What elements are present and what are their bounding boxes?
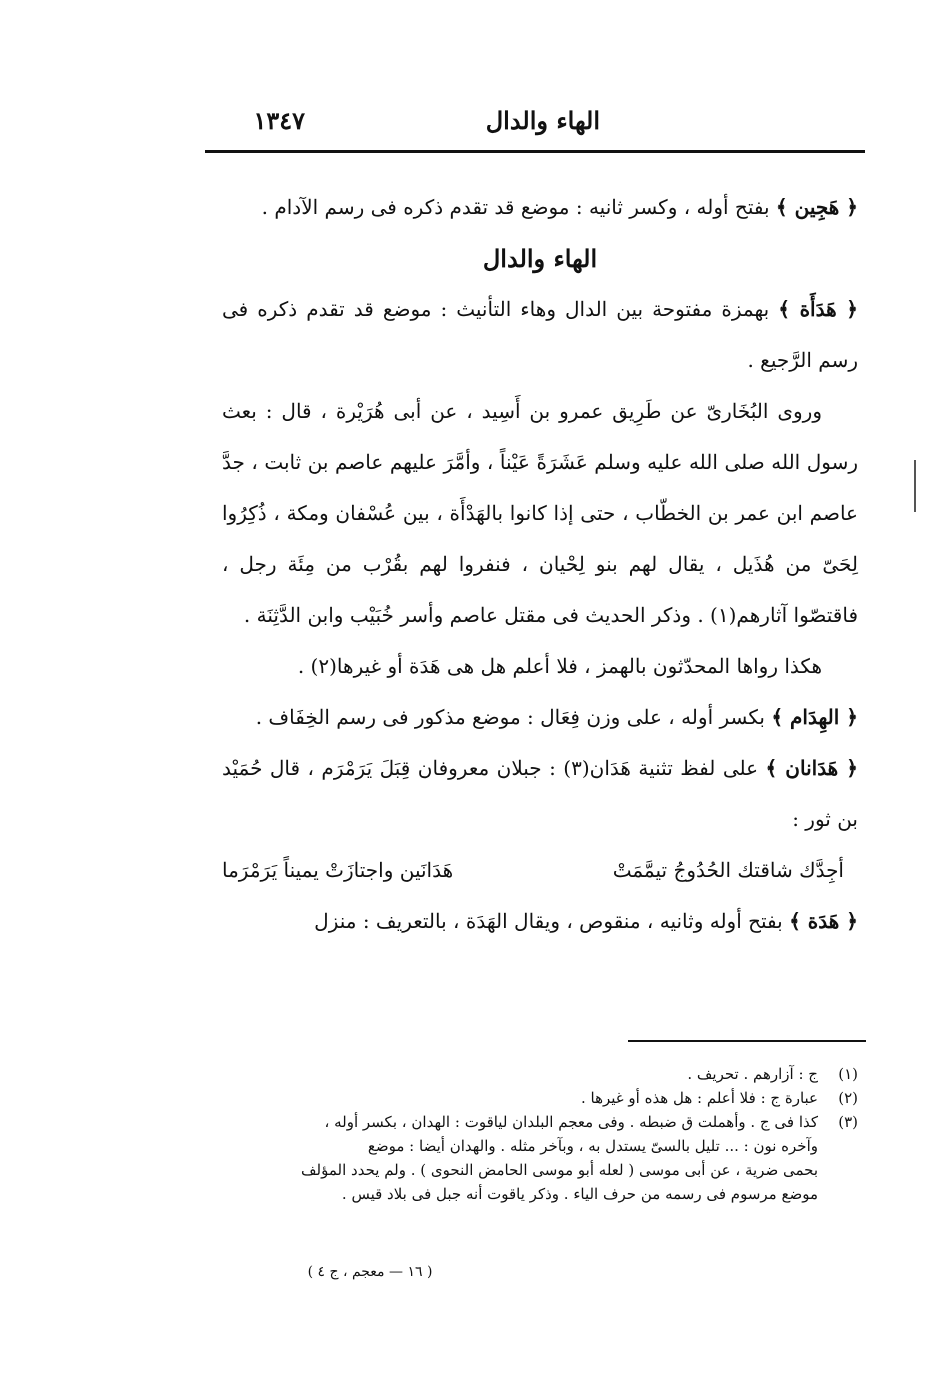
entry-hajin-text: بفتح أوله ، وكسر ثانيه : موضع قد تقدم ذكره فى رسم الآدام .: [261, 195, 776, 219]
bukhari-paragraph: وروى البُخَارىّ عن طَرِيق عمرو بن أَسِيد ، عن أبى هُرَيْرة ، قال : بعث رسول الله صلى الله عليه وسلم عَشَرَةً عَيْناً ، وأمَّرَ عليهم عاصم بن ثابت ، جدَّ عاصم ابن عمر بن الخطّاب ، حتى إذا كانوا بالهَدْأَة ، بين عُسْفان ومكة ، ذُكِرُوا لِحَىّ من هُذَيل ، يقال لهم بنو لِحْيان ، فنفروا لهم بقُرْب من مِئَة رجل ، فاقتصّوا آثارهم(١) . وذكر الحديث فى مقتل عاصم وأسر خُبَيْب وابن الدَّثِنَة .: [222, 399, 858, 627]
footnote-3-line-4: موضع مرسوم فى رسمه من حرف الياء . وذكر ياقوت أنه جبل فى بلاد قيس .: [341, 1185, 818, 1203]
footnote-3-line-2: وآخره نون : ... تليل بالسىّ يستدل به ، وبآخر مثله . والهدان أيضا : موضع: [367, 1137, 818, 1155]
entry-hadanan-text: على لفظ تثنية هَدَان(٣) : جبلان معروفان قِبَلَ يَرَمْرَم ، قال حُمَيْد بن ثور :: [222, 756, 858, 831]
printer-signature: ( ١٦ — معجم ، ج ٤ ): [307, 1264, 433, 1280]
entry-hadaat-text: بهمزة مفتوحة بين الدال وهاء التأنيث : موضع قد تقدم ذكره فى رسم الرَّجيع .: [222, 297, 858, 372]
headword-hadanan: ﴿ هَدَانان ﴾: [765, 756, 858, 780]
footnotes: [226, 1062, 858, 1206]
footnote-1: [226, 1062, 858, 1086]
entry-hadah-text: بفتح أوله وثانيه ، منقوص ، ويقال الهَدَة ، بالتعريف : منزل: [314, 909, 790, 933]
page-number: ١٣٤٧: [253, 106, 305, 135]
footnote-3-line-3: بحمى ضرية ، عن أبى موسى ( لعله أبو موسى الحامض النحوى ) . ولم يحدد المؤلف: [301, 1161, 818, 1179]
footnote-text: كذا فى ج . وأهملت ق ضبطه . وفى معجم البلدان لياقوت : الهدان ، بكسر أوله ،: [324, 1113, 818, 1131]
entry-hadaat: [222, 284, 858, 386]
muhaddithun-paragraph: هكذا رواها المحدّثون بالهمز ، فلا أعلم هل هى هَدَة أو غيرها(٢) .: [297, 654, 822, 678]
footnote-number: (٢): [838, 1089, 858, 1107]
margin-mark: [914, 460, 916, 512]
entry-hadah: [222, 896, 858, 947]
footnote-2: [226, 1086, 858, 1110]
headword-hidam: ﴿ الهِدَام ﴾: [771, 705, 858, 729]
footnote-number: (٣): [838, 1113, 858, 1131]
main-text: [222, 182, 858, 947]
verse-first-hemistich: أجِدَّك شاقتك الحُدُوجُ تيمَّمَتْ: [612, 858, 844, 882]
headword-hajin: ﴿ هَجِين ﴾: [775, 195, 858, 219]
section-heading: الهاء والدال: [482, 244, 598, 273]
poem-verse: [222, 845, 858, 896]
footnote-text: عبارة ج : فلا أعلم : هل هذه أو غيرها .: [580, 1089, 818, 1107]
verse-second-hemistich: هَدَانَين واجتازَتْ يميناً يَرَمْرَما: [222, 858, 454, 882]
running-section-title: الهاء والدال: [485, 106, 600, 135]
footnote-number: (١): [838, 1065, 858, 1083]
entry-hidam-text: بكسر أوله ، على وزن فِعَال : موضع مذكور فى رسم الخِفَاف .: [255, 705, 772, 729]
header-rule: [205, 150, 865, 153]
running-header: [205, 100, 865, 144]
footnote-3: [226, 1110, 858, 1134]
footnote-text: ج : آزارهم . تحريف .: [687, 1065, 818, 1083]
headword-hadah: ﴿ هَدَة ﴾: [789, 909, 858, 933]
entry-hadanan: [222, 743, 858, 845]
footnote-rule: [628, 1040, 866, 1042]
entry-hajin: [222, 182, 858, 233]
headword-hadaat: ﴿ هَدَأَة ﴾: [778, 297, 858, 321]
entry-hidam: [222, 692, 858, 743]
